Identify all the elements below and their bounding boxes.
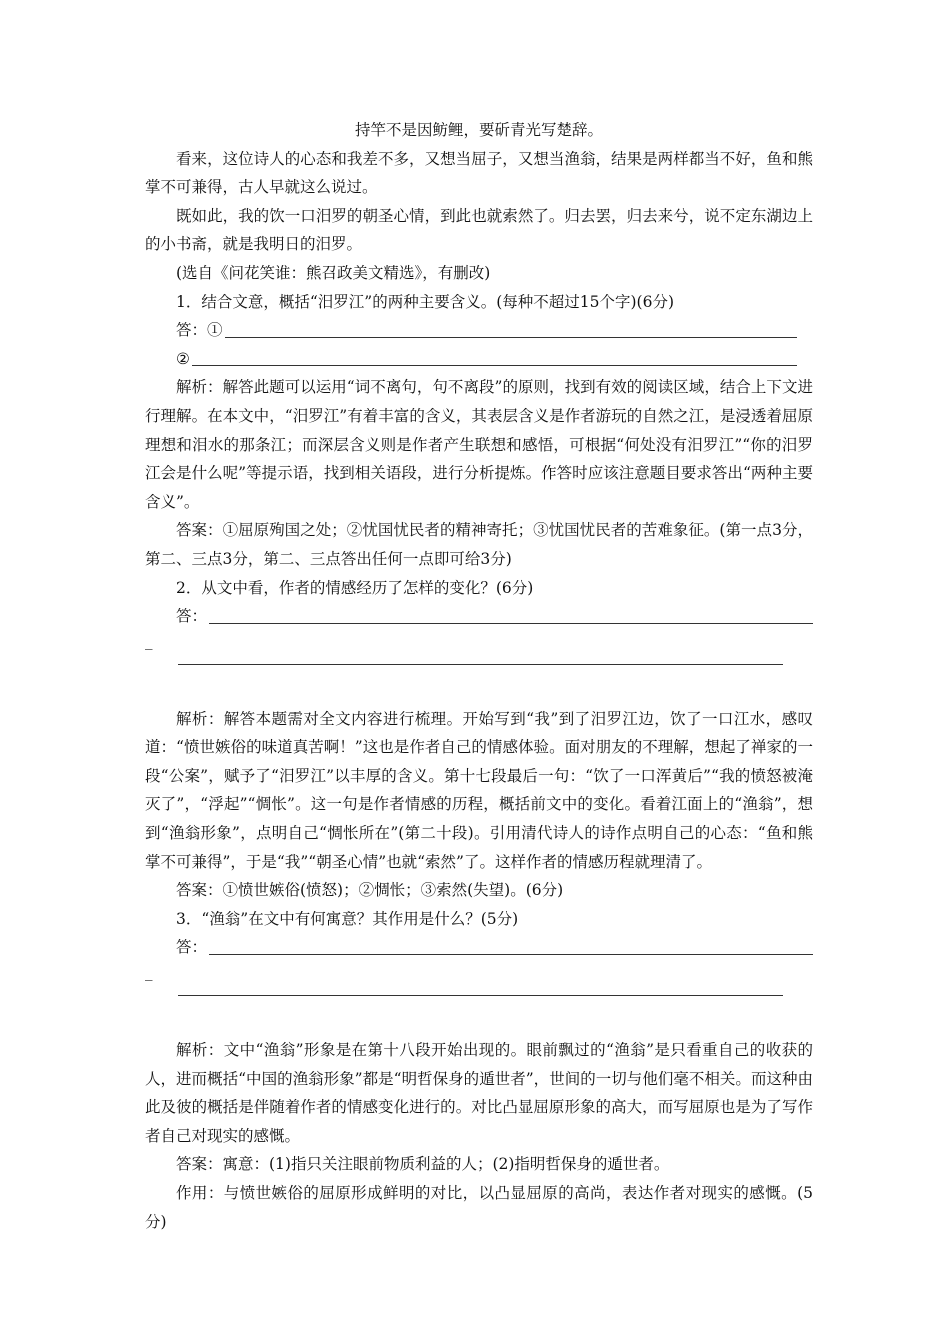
answer-label: 答：: [176, 938, 208, 957]
answer-rule: [209, 938, 813, 955]
answer-label: 答：①: [176, 321, 223, 340]
answer-3: 答案：寓意：(1)指只关注眼前物质利益的人；(2)指明哲保身的遁世者。: [176, 1155, 670, 1174]
document-body: [145, 116, 813, 1236]
paragraph: 既如此，我的饮一口汨罗的朝圣心情，到此也就索然了。归去罢，归去来兮，说不定东湖边上的小书斋，就是我明日的汨罗。: [145, 206, 813, 254]
poem-line: 持竿不是因鲂鲤，要斫青光写楚辞。: [354, 121, 603, 139]
effect-3: 作用：与愤世嫉俗的屈原形成鲜明的对比，以凸显屈原的高尚，表达作者对现实的感慨。(5分): [145, 1184, 813, 1231]
source-note: (选自《问花笑谁：熊召政美文精选》，有删改): [176, 263, 491, 282]
answer-blank-1b[interactable]: [145, 345, 813, 374]
answer-blank-3[interactable]: [145, 933, 813, 962]
answer-blank-3-continued[interactable]: [145, 962, 813, 1036]
paragraph: 看来，这位诗人的心态和我差不多，又想当屈子，又想当渔翁，结果是两样都当不好，鱼和熊掌不可兼得，古人早就这么说过。: [145, 149, 813, 197]
answer-label: ②: [176, 349, 190, 368]
answer-rule: [192, 349, 797, 366]
dash-mark: _: [145, 631, 153, 650]
answer-1: 答案：①屈原殉国之处；②忧国忧民者的精神寄托；③忧国忧民者的苦难象征。(第一点3分，第二、三点3分，第二、三点答出任何一点即可给3分): [145, 521, 813, 568]
question-2: 2．从文中看，作者的情感经历了怎样的变化？(6分): [176, 578, 534, 597]
question-3: 3．“渔翁”在文中有何寓意？其作用是什么？(5分): [176, 909, 519, 928]
dash-mark: _: [145, 963, 153, 982]
analysis-3: 解析：文中“渔翁”形象是在第十八段开始出现的。眼前飘过的“渔翁”是只看重自己的收获的人，进而概括“中国的渔翁形象”都是“明哲保身的遁世者”，世间的一切与他们毫不相关。而这种由此及彼的概括是伴随着作者的情感变化进行的。对比凸显屈原形象的高大，而写屈原也是为了写作者自己对现实的感慨。: [145, 1041, 813, 1145]
answer-rule: [225, 321, 797, 338]
answer-blank-2-continued[interactable]: [145, 631, 813, 705]
question-1: 1．结合文意，概括“汨罗江”的两种主要含义。(每种不超过15个字)(6分): [176, 292, 674, 311]
answer-rule: [209, 607, 813, 624]
analysis-2: 解析：解答本题需对全文内容进行梳理。开始写到“我”到了汨罗江边，饮了一口江水，感叹道：“愤世嫉俗的味道真苦啊！”这也是作者自己的情感体验。面对朋友的不理解，想起了禅家的一段“公案”，赋予了“汨罗江”以丰厚的含义。第十七段最后一句：“饮了一口浑黄后”“我的愤怒被淹灭了”，“浮起”“惆怅”。这一句是作者情感的历程，概括前文中的变化。看着江面上的“渔翁”，想到“渔翁形象”，点明自己“惆怅所在”(第二十段)。引用清代诗人的诗作点明自己的心态：“鱼和熊掌不可兼得”，于是“我”“朝圣心情”也就“索然”了。这样作者的情感历程就理清了。: [145, 709, 813, 871]
answer-rule: [178, 995, 783, 996]
answer-blank-2[interactable]: [145, 602, 813, 631]
answer-label: 答：: [176, 607, 208, 626]
answer-rule: [178, 664, 783, 665]
answer-blank-1a[interactable]: [145, 316, 813, 345]
analysis-1: 解析：解答此题可以运用“词不离句，句不离段”的原则，找到有效的阅读区域，结合上下文进行理解。在本文中，“汨罗江”有着丰富的含义，其表层含义是作者游玩的自然之江，是浸透着屈原理想和泪水的那条江；而深层含义则是作者产生联想和感悟，可根据“何处没有汨罗江”“你的汨罗江会是什么呢”等提示语，找到相关语段，进行分析提炼。作答时应该注意题目要求答出“两种主要含义”。: [145, 378, 813, 511]
answer-2: 答案：①愤世嫉俗(愤怒)；②惆怅；③索然(失望)。(6分): [176, 881, 564, 900]
